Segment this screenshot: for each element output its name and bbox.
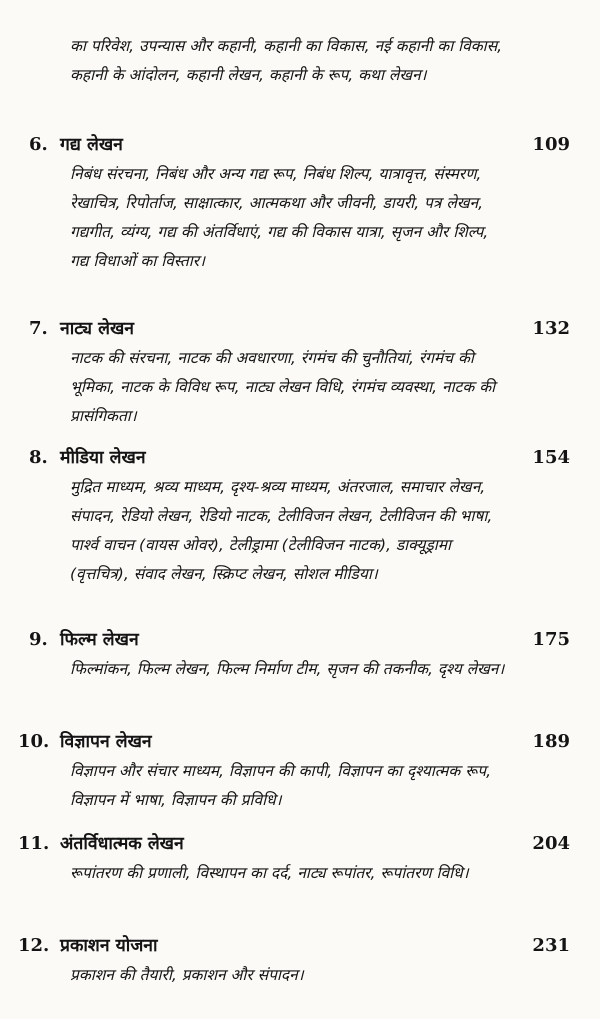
chapter-description: फिल्मांकन, फिल्म लेखन, फिल्म निर्माण टीम, सृजन की तकनीक, दृश्य लेखन।	[70, 660, 505, 678]
chapter-number: 7.	[29, 318, 48, 339]
chapter-title: विज्ञापन लेखन	[60, 732, 152, 752]
chapter-number: 6.	[29, 134, 48, 155]
chapter-title: फिल्म लेखन	[60, 630, 139, 650]
chapter-number: 10.	[18, 731, 50, 752]
chapter-description: मुद्रित माध्यम, श्रव्य माध्यम, दृश्य-श्रव्य माध्यम, अंतरजाल, समाचार लेखन, संपादन, रेडियो लेखन, रेडियो नाटक, टेलीविजन लेखन, टेलीविजन की भाषा, पार्श्व वाचन (वायस ओवर), टेलीड्रामा (टेलीविजन नाटक), डाक्यूड्रामा (वृत्तचित्र), संवाद लेखन, स्क्रिप्ट लेखन, सोशल मीडिया।	[70, 478, 493, 583]
toc-entry-12	[0, 931, 600, 990]
chapter-number: 12.	[18, 935, 50, 956]
chapter-title: नाट्य लेखन	[60, 319, 134, 339]
chapter-5-description-continued: का परिवेश, उपन्यास और कहानी, कहानी का विकास, नई कहानी का विकास, कहानी के आंदोलन, कहानी लेखन, कहानी के रूप, कथा लेखन।	[70, 37, 503, 84]
chapter-title: मीडिया लेखन	[60, 448, 146, 468]
page-number: 204	[532, 833, 570, 854]
toc-entry-6	[0, 130, 600, 276]
chapter-title: अंतर्विधात्मक लेखन	[60, 834, 184, 854]
chapter-title: प्रकाशन योजना	[60, 936, 158, 956]
toc-entry-11	[0, 829, 600, 888]
chapter-description: निबंध संरचना, निबंध और अन्य गद्य रूप, निबंध शिल्प, यात्रावृत्त, संस्मरण, रेखाचित्र, रिपोर्ताज, साक्षात्कार, आत्मकथा और जीवनी, डायरी, पत्र लेखन, गद्यगीत, व्यंग्य, गद्य की अंतर्विधाएं, गद्य की विकास यात्रा, सृजन और शिल्प, गद्य विधाओं का विस्तार।	[70, 165, 489, 270]
chapter-description: नाटक की संरचना, नाटक की अवधारणा, रंगमंच की चुनौतियां, रंगमंच की भूमिका, नाटक के विविध रूप, नाट्य लेखन विधि, रंगमंच व्यवस्था, नाटक की प्रासंगिकता।	[70, 349, 496, 425]
chapter-description: प्रकाशन की तैयारी, प्रकाशन और संपादन।	[70, 966, 304, 984]
page-number: 109	[532, 134, 570, 155]
toc-entry-10	[0, 727, 600, 815]
chapter-title: गद्य लेखन	[60, 135, 123, 155]
chapter-number: 11.	[18, 833, 50, 854]
chapter-number: 8.	[29, 447, 48, 468]
page-number: 189	[532, 731, 570, 752]
page-number: 154	[532, 447, 570, 468]
chapter-description: विज्ञापन और संचार माध्यम, विज्ञापन की कापी, विज्ञापन का दृश्यात्मक रूप, विज्ञापन में भाषा, विज्ञापन की प्रविधि।	[70, 762, 492, 809]
toc-entry-9	[0, 625, 600, 684]
toc-entry-8	[0, 443, 600, 589]
page-number: 132	[532, 318, 570, 339]
toc-entry-7	[0, 314, 600, 431]
chapter-number: 9.	[29, 629, 48, 650]
chapter-description: रूपांतरण की प्रणाली, विस्थापन का दर्द, नाट्य रूपांतर, रूपांतरण विधि।	[70, 864, 469, 882]
page-number: 175	[532, 629, 570, 650]
page-number: 231	[532, 935, 570, 956]
